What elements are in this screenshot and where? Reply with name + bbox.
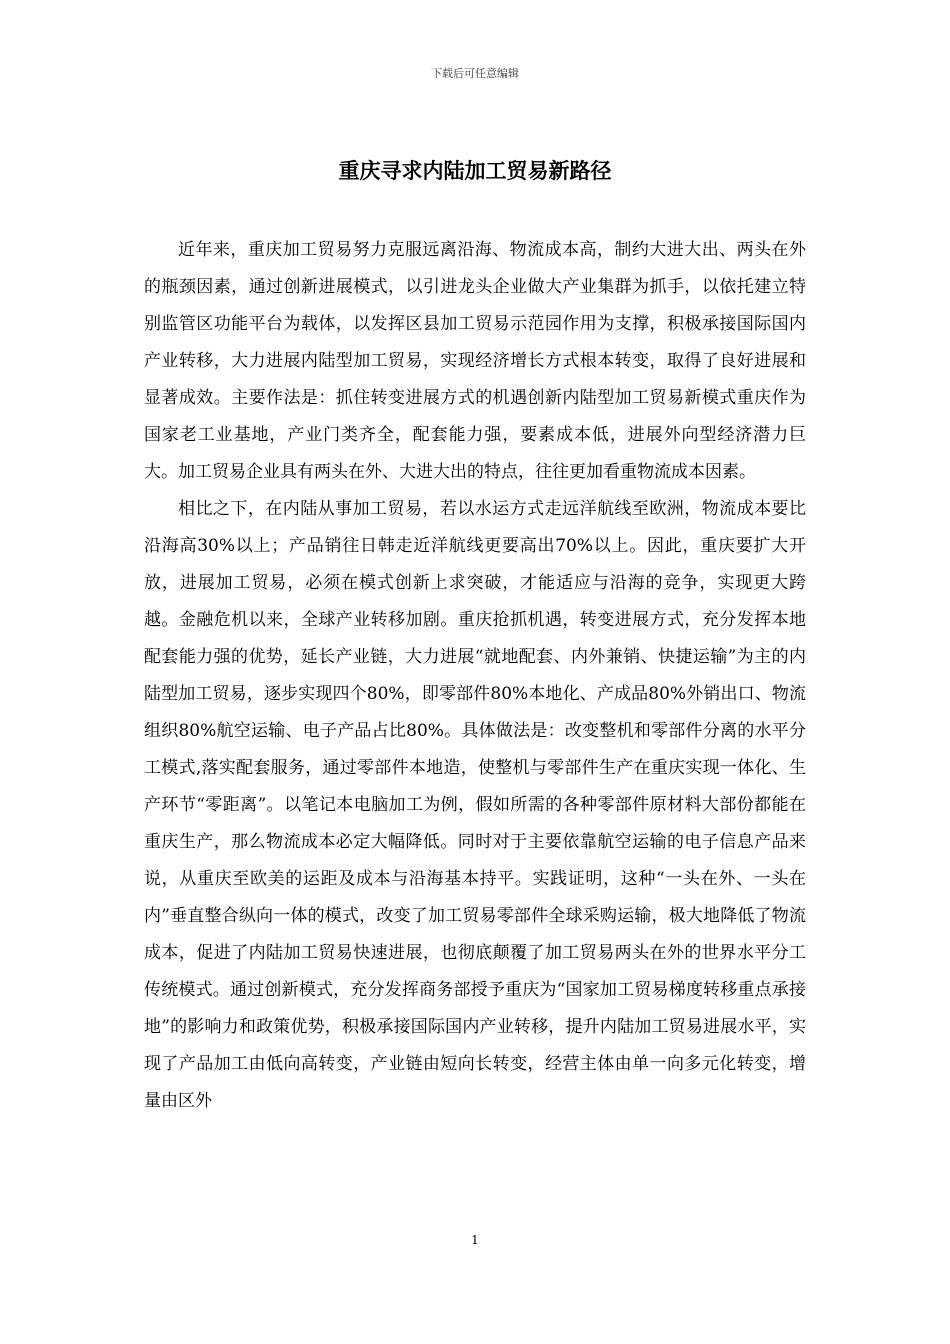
page-number: 1 — [471, 1233, 479, 1247]
document-title: 重庆寻求内陆加工贸易新路径 — [338, 158, 612, 183]
header-note: 下载后可任意编辑 — [431, 67, 519, 80]
document-body — [144, 232, 806, 1120]
paragraph-1: 近年来，重庆加工贸易努力克服远离沿海、物流成本高，制约大进大出、两头在外的瓶颈因素，通过创新进展模式，以引进龙头企业做大产业集群为抓手，以依托建立特别监管区功能平台为载体，以发挥区县加工贸易示范园作用为支撑，积极承接国际国内产业转移，大力进展内陆型加工贸易，实现经济增长方式根本转变，取得了良好进展和显著成效。主要作法是：抓住转变进展方式的机遇创新内陆型加工贸易新模式重庆作为国家老工业基地，产业门类齐全，配套能力强，要素成本低，进展外向型经济潜力巨大。加工贸易企业具有两头在外、大进大出的特点，往往更加看重物流成本因素。 — [144, 240, 806, 482]
paragraph-2: 相比之下，在内陆从事加工贸易，若以水运方式走远洋航线至欧洲，物流成本要比沿海高30%以上；产品销往日韩走近洋航线更要高出70%以上。因此，重庆要扩大开放，进展加工贸易，必须在模式创新上求突破，才能适应与沿海的竞争，实现更大跨越。金融危机以来，全球产业转移加剧。重庆抢抓机遇，转变进展方式，充分发挥本地配套能力强的优势，延长产业链，大力进展“就地配套、内外兼销、快捷运输”为主的内陆型加工贸易，逐步实现四个80%，即零部件80%本地化、产成品80%外销出口、物流组织80%航空运输、电子产品占比80%。具体做法是：改变整机和零部件分离的水平分工模式,落实配套服务，通过零部件本地造，使整机与零部件生产在重庆实现一体化、生产环节“零距离”。以笔记本电脑加工为例，假如所需的各种零部件原材料大部份都能在重庆生产，那么物流成本必定大幅降低。同时对于主要依靠航空运输的电子信息产品来说，从重庆至欧美的运距及成本与沿海基本持平。实践证明，这种“一头在外、一头在内”垂直整合纵向一体的模式，改变了加工贸易零部件全球采购运输，极大地降低了物流成本，促进了内陆加工贸易快速进展，也彻底颠覆了加工贸易两头在外的世界水平分工传统模式。通过创新模式，充分发挥商务部授予重庆为“国家加工贸易梯度转移重点承接地”的影响力和政策优势，积极承接国际国内产业转移，提升内陆加工贸易进展水平，实现了产品加工由低向高转变，产业链由短向长转变，经营主体由单一向多元化转变，增量由区外 — [144, 499, 806, 1111]
